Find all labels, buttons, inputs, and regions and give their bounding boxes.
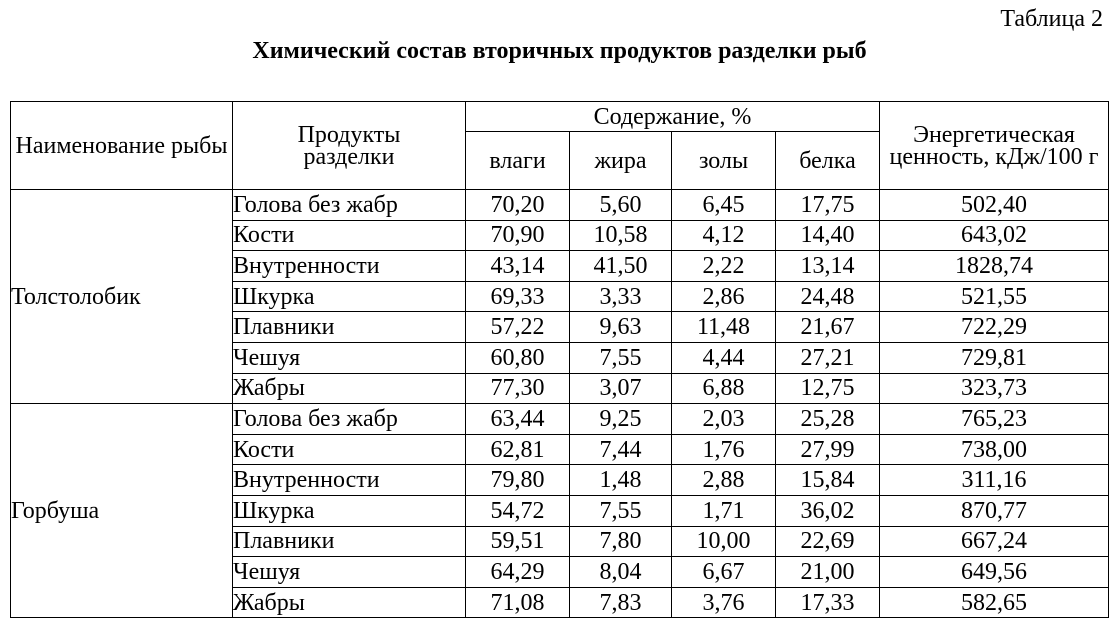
header-protein: белка xyxy=(776,132,880,190)
header-moisture: влаги xyxy=(466,132,570,190)
table-row xyxy=(11,190,1109,221)
fat-cell: 7,55 xyxy=(570,342,672,373)
energy-cell: 765,23 xyxy=(880,404,1109,435)
fat-cell: 3,07 xyxy=(570,373,672,404)
ash-cell: 2,22 xyxy=(672,251,776,282)
energy-cell: 323,73 xyxy=(880,373,1109,404)
fat-cell: 7,44 xyxy=(570,434,672,465)
fat-cell: 8,04 xyxy=(570,557,672,588)
energy-cell: 870,77 xyxy=(880,495,1109,526)
product-cell: Жабры xyxy=(233,587,466,618)
ash-cell: 6,45 xyxy=(672,190,776,221)
moisture-cell: 59,51 xyxy=(466,526,570,557)
fat-cell: 41,50 xyxy=(570,251,672,282)
energy-cell: 1828,74 xyxy=(880,251,1109,282)
header-fat: жира xyxy=(570,132,672,190)
fat-cell: 10,58 xyxy=(570,220,672,251)
moisture-cell: 69,33 xyxy=(466,281,570,312)
protein-cell: 13,14 xyxy=(776,251,880,282)
energy-cell: 667,24 xyxy=(880,526,1109,557)
moisture-cell: 62,81 xyxy=(466,434,570,465)
table-body xyxy=(11,190,1109,618)
moisture-cell: 63,44 xyxy=(466,404,570,435)
product-cell: Шкурка xyxy=(233,495,466,526)
moisture-cell: 79,80 xyxy=(466,465,570,496)
composition-table xyxy=(10,101,1109,618)
table-row xyxy=(11,404,1109,435)
energy-cell: 582,65 xyxy=(880,587,1109,618)
product-cell: Внутренности xyxy=(233,465,466,496)
product-cell: Голова без жабр xyxy=(233,404,466,435)
ash-cell: 2,86 xyxy=(672,281,776,312)
table-title: Химический состав вторичных продуктов разделки рыб xyxy=(252,38,867,64)
moisture-cell: 60,80 xyxy=(466,342,570,373)
energy-cell: 311,16 xyxy=(880,465,1109,496)
energy-cell: 521,55 xyxy=(880,281,1109,312)
product-cell: Внутренности xyxy=(233,251,466,282)
header-fish-name: Наименование рыбы xyxy=(11,102,233,190)
protein-cell: 14,40 xyxy=(776,220,880,251)
moisture-cell: 43,14 xyxy=(466,251,570,282)
product-cell: Плавники xyxy=(233,312,466,343)
energy-cell: 502,40 xyxy=(880,190,1109,221)
ash-cell: 1,76 xyxy=(672,434,776,465)
protein-cell: 17,33 xyxy=(776,587,880,618)
moisture-cell: 54,72 xyxy=(466,495,570,526)
protein-cell: 21,67 xyxy=(776,312,880,343)
product-cell: Плавники xyxy=(233,526,466,557)
fat-cell: 3,33 xyxy=(570,281,672,312)
fat-cell: 9,25 xyxy=(570,404,672,435)
protein-cell: 25,28 xyxy=(776,404,880,435)
ash-cell: 10,00 xyxy=(672,526,776,557)
header-row-1 xyxy=(11,102,1109,132)
moisture-cell: 70,90 xyxy=(466,220,570,251)
ash-cell: 2,88 xyxy=(672,465,776,496)
product-cell: Чешуя xyxy=(233,342,466,373)
ash-cell: 11,48 xyxy=(672,312,776,343)
ash-cell: 3,76 xyxy=(672,587,776,618)
fat-cell: 7,83 xyxy=(570,587,672,618)
fat-cell: 9,63 xyxy=(570,312,672,343)
header-products: Продукты разделки xyxy=(233,102,466,190)
ash-cell: 6,88 xyxy=(672,373,776,404)
ash-cell: 6,67 xyxy=(672,557,776,588)
fat-cell: 1,48 xyxy=(570,465,672,496)
moisture-cell: 71,08 xyxy=(466,587,570,618)
protein-cell: 27,99 xyxy=(776,434,880,465)
product-cell: Кости xyxy=(233,434,466,465)
fat-cell: 7,80 xyxy=(570,526,672,557)
fish-name-cell: Горбуша xyxy=(11,404,233,618)
protein-cell: 21,00 xyxy=(776,557,880,588)
moisture-cell: 64,29 xyxy=(466,557,570,588)
product-cell: Жабры xyxy=(233,373,466,404)
header-ash: золы xyxy=(672,132,776,190)
moisture-cell: 77,30 xyxy=(466,373,570,404)
product-cell: Голова без жабр xyxy=(233,190,466,221)
fat-cell: 7,55 xyxy=(570,495,672,526)
moisture-cell: 70,20 xyxy=(466,190,570,221)
protein-cell: 22,69 xyxy=(776,526,880,557)
energy-cell: 722,29 xyxy=(880,312,1109,343)
product-cell: Шкурка xyxy=(233,281,466,312)
energy-cell: 738,00 xyxy=(880,434,1109,465)
protein-cell: 36,02 xyxy=(776,495,880,526)
table-number: Таблица 2 xyxy=(1000,6,1103,32)
protein-cell: 12,75 xyxy=(776,373,880,404)
ash-cell: 4,44 xyxy=(672,342,776,373)
product-cell: Кости xyxy=(233,220,466,251)
protein-cell: 17,75 xyxy=(776,190,880,221)
energy-cell: 643,02 xyxy=(880,220,1109,251)
protein-cell: 27,21 xyxy=(776,342,880,373)
ash-cell: 4,12 xyxy=(672,220,776,251)
protein-cell: 15,84 xyxy=(776,465,880,496)
energy-cell: 649,56 xyxy=(880,557,1109,588)
header-energy: Энергетическая ценность, кДж/100 г xyxy=(880,102,1109,190)
header-content: Содержание, % xyxy=(466,102,880,132)
fish-name-cell: Толстолобик xyxy=(11,190,233,404)
fat-cell: 5,60 xyxy=(570,190,672,221)
energy-cell: 729,81 xyxy=(880,342,1109,373)
ash-cell: 2,03 xyxy=(672,404,776,435)
moisture-cell: 57,22 xyxy=(466,312,570,343)
protein-cell: 24,48 xyxy=(776,281,880,312)
ash-cell: 1,71 xyxy=(672,495,776,526)
product-cell: Чешуя xyxy=(233,557,466,588)
